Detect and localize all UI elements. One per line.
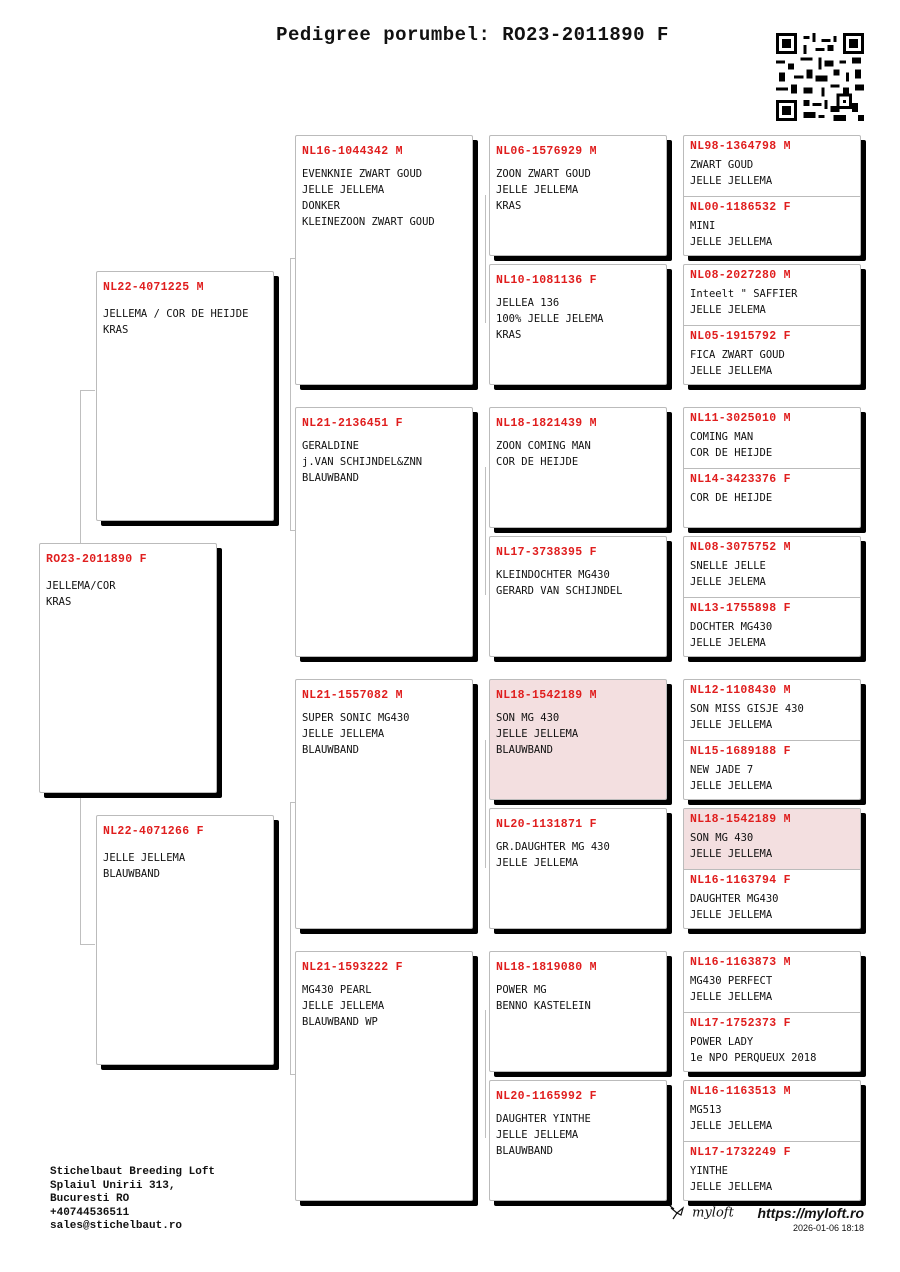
info-line: DONKER [302, 200, 340, 212]
info-line: JELLE JELLEMA [690, 1181, 773, 1193]
pedigree-card-great-grandparent[interactable] [489, 536, 667, 657]
pedigree-card-grandparent[interactable] [295, 407, 473, 657]
ring-number: NL16-1163794 F [690, 874, 791, 887]
pedigree-card-great-grandparent[interactable] [489, 407, 667, 528]
info-line: GERALDINE [302, 440, 359, 452]
ring-number: NL11-3025010 M [690, 412, 791, 425]
info-line: BLAUWBAND [302, 472, 359, 484]
connector-line [485, 467, 486, 595]
info-line: JELLE JELLEMA [302, 184, 385, 196]
info-line: JELLE JELLEMA [690, 175, 773, 187]
info-line: JELLE JELLEMA [496, 1129, 579, 1141]
ring-number: NL17-1752373 F [690, 1017, 791, 1030]
info-line: SNELLE JELLE [690, 560, 766, 572]
info-line: KRAS [496, 200, 522, 212]
info-line: SON MG 430 [496, 712, 560, 724]
info-line: JELLE JELLEMA [690, 909, 773, 921]
info-line: SON MISS GISJE 430 [690, 703, 804, 715]
ring-number: NL16-1044342 M [302, 145, 403, 158]
info-line: JELLE JELLEMA [690, 780, 773, 792]
page-title: Pedigree porumbel: RO23-2011890 F [276, 24, 669, 46]
loft-address [50, 1166, 215, 1234]
info-line: BLAUWBAND [302, 744, 359, 756]
info-line: ZOON ZWART GOUD [496, 168, 591, 180]
pedigree-entry[interactable] [684, 809, 860, 869]
info-line: JELLE JELLEMA [690, 848, 773, 860]
phone-number: +40744536511 [50, 1206, 130, 1219]
email-address: sales@stichelbaut.ro [50, 1220, 183, 1232]
info-line: BLAUWBAND WP [302, 1016, 378, 1028]
info-line: COMING MAN [690, 431, 754, 443]
ring-number: NL20-1165992 F [496, 1090, 597, 1103]
info-line: GERARD VAN SCHIJNDEL [496, 585, 623, 597]
info-line: DAUGHTER YINTHE [496, 1113, 591, 1125]
connector-line [485, 1010, 486, 1138]
address-line: Bucuresti RO [50, 1193, 130, 1205]
info-line: JELLE JELLEMA [690, 719, 773, 731]
pedigree-entry[interactable] [684, 1012, 860, 1072]
pedigree-entry[interactable] [684, 325, 860, 385]
ring-number: NL00-1186532 F [690, 201, 791, 214]
info-line: ZOON COMING MAN [496, 440, 591, 452]
ring-number: NL18-1542189 M [496, 689, 597, 702]
ring-number: NL15-1689188 F [690, 745, 791, 758]
info-line: 1e NPO PERQUEUX 2018 [690, 1052, 817, 1064]
info-line: 100% JELLE JELEMA [496, 313, 604, 325]
info-line: JELLE JELEMA [690, 637, 766, 649]
pedigree-card-grandparent[interactable] [295, 951, 473, 1201]
ring-number: NL22-4071225 M [103, 281, 204, 294]
info-line: JELLE JELLEMA [302, 1000, 385, 1012]
info-line: JELLE JELEMA [690, 304, 766, 316]
info-line: SUPER SONIC MG430 [302, 712, 410, 724]
pedigree-entry[interactable] [684, 740, 860, 800]
pedigree-card-dam[interactable] [96, 815, 274, 1065]
info-line: SON MG 430 [690, 832, 754, 844]
pedigree-card-g4-pair [683, 135, 861, 256]
pedigree-entry[interactable] [684, 196, 860, 256]
pedigree-entry[interactable] [684, 952, 860, 1012]
ring-number: NL20-1131871 F [496, 818, 597, 831]
info-line: JELLE JELLEMA [496, 184, 579, 196]
ring-number: NL21-2136451 F [302, 417, 403, 430]
info-line: BLAUWBAND [103, 868, 160, 880]
ring-number: NL14-3423376 F [690, 473, 791, 486]
pedigree-card-g4-pair [683, 1080, 861, 1201]
info-line: BLAUWBAND [496, 744, 553, 756]
ring-number: NL17-3738395 F [496, 546, 597, 559]
info-line: JELLEA 136 [496, 297, 560, 309]
info-line: POWER MG [496, 984, 547, 996]
ring-number: NL22-4071266 F [103, 825, 204, 838]
info-line: Inteelt " SAFFIER [690, 288, 798, 300]
pedigree-card-great-grandparent[interactable] [489, 808, 667, 929]
info-line: JELLE JELLEMA [690, 991, 773, 1003]
info-line: ZWART GOUD [690, 159, 754, 171]
ring-number: NL05-1915792 F [690, 330, 791, 343]
info-line: MG430 PERFECT [690, 975, 773, 987]
info-line: JELLE JELLEMA [690, 365, 773, 377]
myloft-logo: myloft [668, 1203, 734, 1223]
ring-number: NL18-1542189 M [690, 813, 791, 826]
info-line: FICA ZWART GOUD [690, 349, 785, 361]
ring-number: NL21-1593222 F [302, 961, 403, 974]
info-line: NEW JADE 7 [690, 764, 754, 776]
pedigree-entry[interactable] [684, 265, 860, 325]
info-line: EVENKNIE ZWART GOUD [302, 168, 423, 180]
pedigree-entry[interactable] [684, 408, 860, 468]
pedigree-card-sire[interactable] [96, 271, 274, 521]
ring-number: NL98-1364798 M [690, 140, 791, 153]
pedigree-card-great-grandparent[interactable] [489, 951, 667, 1072]
info-line: JELLE JELEMA [690, 576, 766, 588]
address-line: Stichelbaut Breeding Loft [50, 1166, 216, 1178]
ring-number: NL08-2027280 M [690, 269, 791, 282]
pedigree-card-great-grandparent[interactable] [489, 1080, 667, 1201]
pedigree-entry[interactable] [684, 468, 860, 528]
info-line: COR DE HEIJDE [690, 447, 773, 459]
info-line: JELLE JELLEMA [496, 857, 579, 869]
pedigree-entry[interactable] [684, 869, 860, 929]
website-link[interactable]: https://myloft.ro [757, 1205, 864, 1221]
info-line: JELLE JELLEMA [690, 1120, 773, 1132]
ring-number: NL06-1576929 M [496, 145, 597, 158]
connector-line [290, 802, 291, 1074]
pedigree-card-g4-pair [683, 407, 861, 528]
info-line: JELLE JELLEMA [103, 852, 186, 864]
info-line: BLAUWBAND [496, 1145, 553, 1157]
info-line: POWER LADY [690, 1036, 754, 1048]
pedigree-entry[interactable] [684, 136, 860, 196]
info-line: COR DE HEIJDE [690, 492, 773, 504]
pedigree-entry[interactable] [684, 680, 860, 740]
info-line: GR.DAUGHTER MG 430 [496, 841, 610, 853]
info-line: DAUGHTER MG430 [690, 893, 779, 905]
pedigree-card-great-grandparent[interactable] [489, 135, 667, 256]
connector-line [80, 390, 95, 391]
info-line: KRAS [46, 596, 72, 608]
pedigree-card-great-grandparent[interactable] [489, 679, 667, 800]
ring-number: NL10-1081136 F [496, 274, 597, 287]
pedigree-entry[interactable] [684, 597, 860, 657]
info-line: KLEINEZOON ZWART GOUD [302, 216, 435, 228]
pigeon-icon [668, 1203, 688, 1223]
info-line: JELLEMA / COR DE HEIJDE [103, 308, 249, 320]
pedigree-card-g4-pair [683, 536, 861, 657]
connector-line [290, 258, 291, 530]
info-line: KRAS [496, 329, 522, 341]
ring-number: RO23-2011890 F [46, 553, 147, 566]
ring-number: NL17-1732249 F [690, 1146, 791, 1159]
info-line: BENNO KASTELEIN [496, 1000, 591, 1012]
connector-line [485, 195, 486, 323]
pedigree-card-subject[interactable] [39, 543, 217, 793]
info-line: MG430 PEARL [302, 984, 372, 996]
info-line: JELLE JELLEMA [690, 236, 773, 248]
info-line: KLEINDOCHTER MG430 [496, 569, 610, 581]
pedigree-card-g4-pair [683, 264, 861, 385]
info-line: MINI [690, 220, 716, 232]
ring-number: NL16-1163513 M [690, 1085, 791, 1098]
print-date: 2026-01-06 18:18 [792, 1223, 864, 1233]
qr-code-icon [776, 33, 864, 121]
info-line: DOCHTER MG430 [690, 621, 773, 633]
connector-line [80, 944, 95, 945]
pedigree-card-grandparent[interactable] [295, 135, 473, 385]
pedigree-card-great-grandparent[interactable] [489, 264, 667, 385]
pedigree-card-grandparent[interactable] [295, 679, 473, 929]
pedigree-entry[interactable] [684, 537, 860, 597]
ring-number: NL18-1821439 M [496, 417, 597, 430]
pedigree-card-g4-pair [683, 808, 861, 929]
pedigree-card-g4-pair [683, 951, 861, 1072]
info-line: JELLE JELLEMA [302, 728, 385, 740]
info-line: YINTHE [690, 1165, 728, 1177]
pedigree-entry[interactable] [684, 1141, 860, 1201]
ring-number: NL18-1819080 M [496, 961, 597, 974]
info-line: j.VAN SCHIJNDEL&ZNN [302, 456, 423, 468]
ring-number: NL13-1755898 F [690, 602, 791, 615]
ring-number: NL16-1163873 M [690, 956, 791, 969]
pedigree-card-g4-pair [683, 679, 861, 800]
info-line: COR DE HEIJDE [496, 456, 579, 468]
ring-number: NL08-3075752 M [690, 541, 791, 554]
info-line: KRAS [103, 324, 129, 336]
ring-number: NL21-1557082 M [302, 689, 403, 702]
pedigree-entry[interactable] [684, 1081, 860, 1141]
info-line: JELLEMA/COR [46, 580, 116, 592]
info-line: MG513 [690, 1104, 722, 1116]
connector-line [485, 740, 486, 868]
address-line: Splaiul Unirii 313, [50, 1179, 176, 1192]
ring-number: NL12-1108430 M [690, 684, 791, 697]
info-line: JELLE JELLEMA [496, 728, 579, 740]
